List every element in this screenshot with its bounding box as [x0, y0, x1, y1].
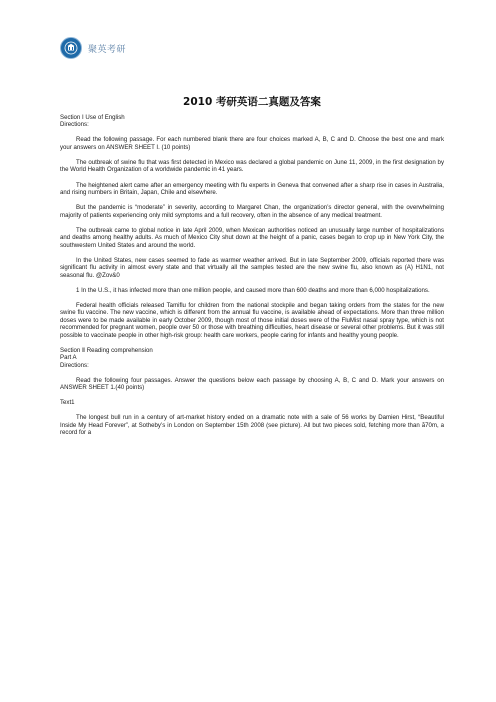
section1-directions-label: Directions:: [60, 121, 89, 129]
university-seal-icon: [60, 37, 82, 59]
section2-part: Part A: [60, 354, 77, 362]
page-header: [60, 37, 126, 59]
section1-paragraph: The heightened alert came after an emergency meeting with flu experts in Geneva that convened after a sharp rise in cases in Australia, and rising numbers in Britain, Japan, Chile and elsewhere.: [60, 181, 444, 197]
section1-paragraph: In the United States, new cases seemed to fade as warmer weather arrived. But in late September 2009, officials reported there was significant flu activity in almost every state and that virtually all the samples tested are the new swine flu, also known as (A) H1N1, not seasonal flu. @Zov&0: [60, 256, 444, 279]
section1-paragraph: But the pandemic is “moderate” in severity, according to Margaret Chan, the organization’s director general, with the overwhelming majority of patients experiencing only mild symptoms and a full recovery, often in the absence of any medical treatment.: [60, 204, 444, 219]
page-title: 2010 考研英语二真题及答案: [183, 96, 321, 108]
section1-paragraph: Read the following passage. For each numbered blank there are four choices marked A, B, C and D. Choose the best one and mark your answers on ANSWER SHEET I. (10 points): [60, 136, 444, 151]
section2-directions-label: Directions:: [60, 361, 89, 369]
text1-label: Text1: [60, 399, 75, 407]
brand-name: 聚英考研: [88, 44, 127, 55]
section2-heading: Section Ⅱ Reading comprehension: [60, 346, 153, 354]
section1-paragraph: The outbreak came to global notice in late April 2009, when Mexican authorities noticed an unusually large number of hospitalizations and deaths among healthy adults. As much of Mexico City shut down at the height of a panic, cases began to crop up in New York City, the southwestern United States and around the world.: [60, 226, 444, 249]
section1-paragraph: The outbreak of swine flu that was first detected in Mexico was declared a global pandemic on June 11, 2009, in the first designation by the World Health Organization of a worldwide pandemic in 41 years.: [60, 159, 444, 174]
section1-heading: Section I Use of English: [60, 114, 125, 121]
section1-paragraph: Federal health officials released Tamiflu for children from the national stockpile and began taking orders from the states for the new swine flu vaccine. The new vaccine, which is different from the annual flu vaccine, is available ahead of expectations. More than three million doses were to be made available in early October 2009, though most of those initial doses were of the FluMist nasal spray type, which is not recommended for pregnant women, people over 50 or those with breathing difficulties, heart disease or several other problems. But it was still possible to vaccinate people in other high-risk group: health care workers, people caring for infants and healthy young people.: [60, 302, 444, 339]
section1-paragraph: 1 In the U.S., it has infected more than one million people, and caused more than 600 deaths and more than 6,000 hospitalizations.: [76, 286, 430, 294]
text1-paragraph: The longest bull run in a century of art-market history ended on a dramatic note with a sale of 56 works by Damien Hirst, “Beautiful Inside My Head Forever”, at Sotheby’s in London on September 15th 2008 (see picture). All but two pieces sold, fetching more than ã70m, a record for a: [60, 414, 444, 437]
section2-directions-text: Read the following four passages. Answer the questions below each passage by choosing A, B, C and D. Mark your answers on ANSWER SHEET 1.(40 points): [60, 376, 444, 392]
document-body: [60, 96, 444, 444]
